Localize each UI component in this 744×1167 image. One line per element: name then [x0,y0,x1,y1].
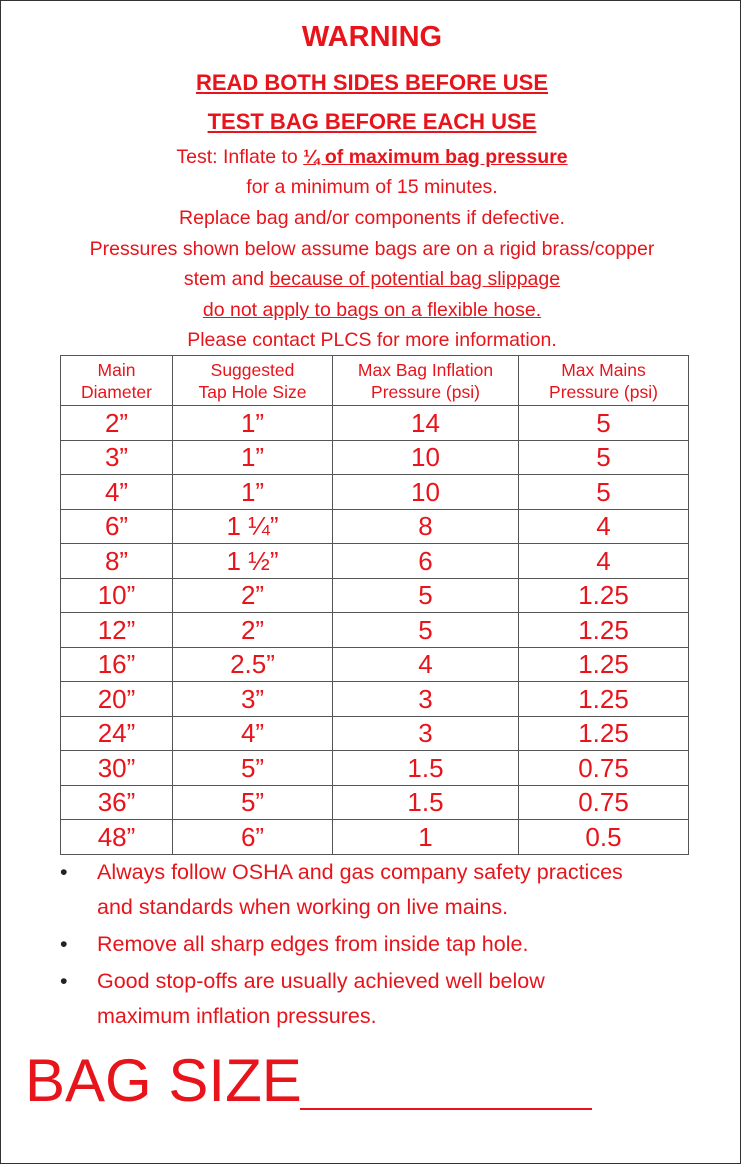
cell-tap-hole-size: 1 ½” [173,544,333,579]
cell-max-bag-inflation: 8 [333,509,519,544]
cell-max-mains-pressure: 1.25 [519,578,689,613]
slippage-underlined: because of potential bag slippage [269,268,561,290]
cell-main-diameter: 30” [61,751,173,786]
cell-main-diameter: 8” [61,544,173,579]
cell-tap-hole-size: 1” [173,475,333,510]
cell-max-mains-pressure: 5 [519,475,689,510]
table-row [61,544,689,579]
cell-max-bag-inflation: 3 [333,716,519,751]
header-max-bag-inflation: Max Bag Inflation Pressure (psi) [333,356,519,406]
cell-max-bag-inflation: 6 [333,544,519,579]
cell-max-mains-pressure: 0.75 [519,785,689,820]
table-row [61,578,689,613]
cell-max-bag-inflation: 5 [333,578,519,613]
cell-main-diameter: 48” [61,820,173,855]
bag-size-label: BAG SIZE [25,1047,302,1114]
cell-max-mains-pressure: 5 [519,440,689,475]
table-row [61,509,689,544]
cell-max-mains-pressure: 1.25 [519,613,689,648]
note-osha-line2: and standards when working on live mains. [97,895,509,919]
table-row [61,785,689,820]
cell-max-mains-pressure: 0.75 [519,751,689,786]
cell-tap-hole-size: 6” [173,820,333,855]
cell-main-diameter: 2” [61,406,173,441]
flexible-hose-underlined: do not apply to bags on a flexible hose. [202,299,542,321]
cell-tap-hole-size: 4” [173,716,333,751]
table-row [61,440,689,475]
cell-max-mains-pressure: 0.5 [519,820,689,855]
cell-tap-hole-size: 5” [173,785,333,820]
cell-main-diameter: 6” [61,509,173,544]
cell-max-mains-pressure: 4 [519,544,689,579]
cell-tap-hole-size: 2” [173,613,333,648]
note-osha-line1: Always follow OSHA and gas company safety practices [97,860,623,884]
table-row [61,716,689,751]
contact-note: Please contact PLCS for more information. [187,329,557,351]
cell-max-mains-pressure: 1.25 [519,682,689,717]
cell-main-diameter: 16” [61,647,173,682]
table-row [61,406,689,441]
header-tap-hole-size: Suggested Tap Hole Size [173,356,333,406]
slippage-prefix: stem and [183,268,270,290]
cell-tap-hole-size: 2.5” [173,647,333,682]
cell-tap-hole-size: 1 ¼” [173,509,333,544]
cell-max-bag-inflation: 14 [333,406,519,441]
table-row [61,820,689,855]
header-max-mains-pressure: Max Mains Pressure (psi) [519,356,689,406]
list-item [60,855,730,925]
table-row [61,613,689,648]
list-item [60,964,730,1034]
cell-max-bag-inflation: 5 [333,613,519,648]
read-both-sides-heading: READ BOTH SIDES BEFORE USE [195,70,549,95]
flexible-hose-note [0,299,744,322]
cell-main-diameter: 24” [61,716,173,751]
test-instruction [0,146,744,169]
table-row [61,647,689,682]
cell-max-mains-pressure: 1.25 [519,716,689,751]
cell-main-diameter: 36” [61,785,173,820]
test-prefix: Test: Inflate to [176,146,304,168]
cell-max-bag-inflation: 10 [333,475,519,510]
bullet-icon: • [60,969,68,993]
table-row [61,751,689,786]
note-stop-offs-line2: maximum inflation pressures. [97,1004,377,1028]
cell-max-bag-inflation: 1 [333,820,519,855]
duration-instruction: for a minimum of 15 minutes. [246,176,498,198]
cell-max-bag-inflation: 10 [333,440,519,475]
pressure-spec-table [60,355,689,855]
note-sharp-edges: Remove all sharp edges from inside tap hole. [97,932,529,956]
table-row [61,682,689,717]
cell-main-diameter: 20” [61,682,173,717]
cell-max-bag-inflation: 3 [333,682,519,717]
list-item [60,927,730,962]
cell-max-bag-inflation: 4 [333,647,519,682]
bullet-icon: • [60,860,68,884]
cell-tap-hole-size: 5” [173,751,333,786]
cell-tap-hole-size: 1” [173,440,333,475]
cell-tap-hole-size: 1” [173,406,333,441]
bag-size-blank-line[interactable] [300,1108,592,1110]
replace-instruction: Replace bag and/or components if defective. [179,207,565,229]
cell-tap-hole-size: 2” [173,578,333,613]
cell-tap-hole-size: 3” [173,682,333,717]
cell-main-diameter: 4” [61,475,173,510]
warning-title: WARNING [301,21,443,53]
table-header-row [61,356,689,406]
test-emphasis: ¼ of maximum bag pressure [303,146,568,168]
pressure-assumption: Pressures shown below assume bags are on a rigid brass/copper [89,238,655,260]
bullet-icon: • [60,932,68,956]
cell-main-diameter: 10” [61,578,173,613]
cell-main-diameter: 12” [61,613,173,648]
cell-max-bag-inflation: 1.5 [333,751,519,786]
table-row [61,475,689,510]
cell-max-mains-pressure: 4 [519,509,689,544]
note-stop-offs-line1: Good stop-offs are usually achieved well below [97,969,545,993]
slippage-note [0,268,744,291]
cell-main-diameter: 3” [61,440,173,475]
cell-max-mains-pressure: 5 [519,406,689,441]
cell-max-mains-pressure: 1.25 [519,647,689,682]
header-main-diameter: Main Diameter [61,356,173,406]
safety-notes-list [60,855,730,1034]
cell-max-bag-inflation: 1.5 [333,785,519,820]
test-bag-heading: TEST BAG BEFORE EACH USE [207,109,537,134]
